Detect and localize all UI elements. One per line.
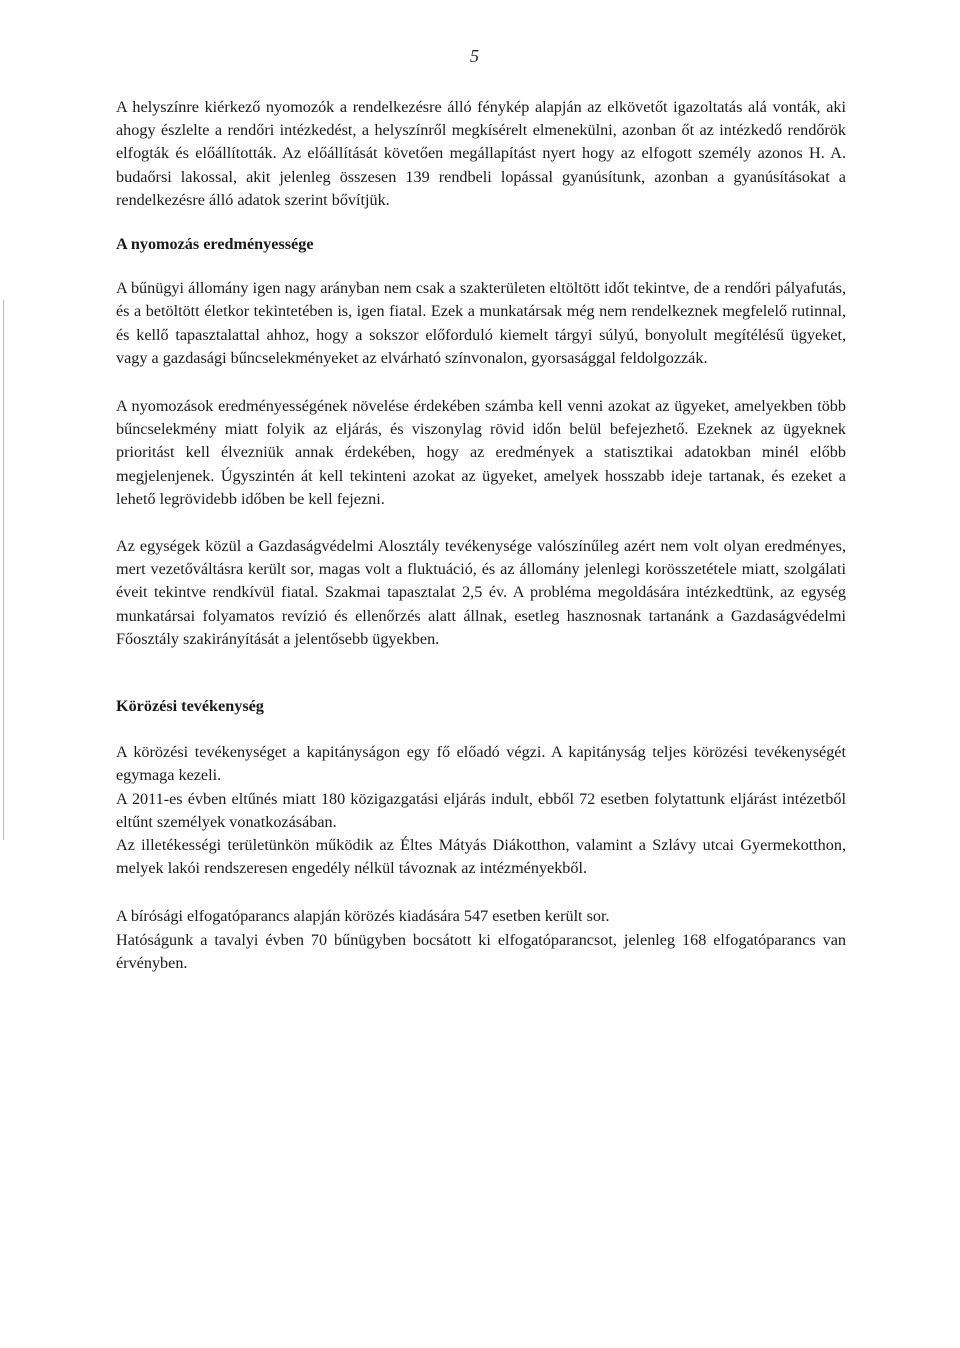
wanted-line-warrants-issued: A bírósági elfogatóparancs alapján körözés kiadására 547 esetben került sor.: [116, 907, 610, 926]
paragraph-staff-age: A bűnügyi állomány igen nagy arányban nem csak a szakterületen eltöltött időt tekintve, de a rendőri pályafutás, és a betöltött életkor tekintetében is, igen fiatal. Ezek a munkatársak még nem rendelkeznek megfelelő rutinnal, és kellő tapasztalattal ahhoz, hogy a sokszor előforduló kiemelt tárgyi súlyú, bonyolult megítélésű ügyeket, vagy a gazdasági bűncselekményeket az elvárható színvonalon, gyorsasággal feldolgozzák.: [116, 279, 846, 367]
paragraph-priorities: A nyomozások eredményességének növelése érdekében számba kell venni azokat az ügyeket, amelyekben több bűncselekmény miatt folyik az eljárás, és viszonylag rövid időn belül befejezhető. Ezeknek az ügyeknek prioritást kell élvezniük annak érdekében, hogy az eredmények a statisztikai adatokban minél előbb megjelenjenek. Úgyszintén át kell tekinteni azokat az ügyeket, amelyek hosszabb ideje tartanak, és ezeket a lehető legrövidebb időben be kell fejezni.: [116, 397, 846, 508]
wanted-block-1: [116, 741, 846, 880]
paragraph-economic-unit: Az egységek közül a Gazdaságvédelmi Alosztály tevékenysége valószínűleg azért nem volt olyan eredményes, mert vezetőváltásra került sor, magas volt a fluktuáció, és az állomány jelenlegi korösszetétele miatt, szolgálati éveit tekintve rendkívül fiatal. Szakmai tapasztalat 2,5 év. A probléma megoldására intézkedtünk, az egység munkatársai folyamatos revízió és ellenőrzés alatt állnak, esetleg hasznosnak tartanánk a Gazdaságvédelmi Főosztály szakirányítását a jelentősebb ügyekben.: [116, 537, 846, 648]
wanted-line-institutions: Az illetékességi területünkön működik az Éltes Mátyás Diákotthon, valamint a Szlávy utcai Gyermekotthon, melyek lakói rendszeresen engedély nélkül távoznak az intézményekből.: [116, 836, 846, 878]
section-heading-wanted: Körözési tevékenység: [116, 697, 264, 716]
document-body: [116, 96, 846, 975]
wanted-line-missing: A 2011-es évben eltűnés miatt 180 közigazgatási eljárás indult, ebből 72 esetben folytattunk eljárást intézetből eltűnt személyek vonatkozásában.: [116, 789, 846, 831]
page-number: 5: [470, 46, 479, 66]
wanted-line-staff: A körözési tevékenységet a kapitányságon egy fő előadó végzi. A kapitányság teljes körözési tevékenységét egymaga kezeli.: [116, 743, 846, 785]
wanted-line-warrants-active: Hatóságunk a tavalyi évben 70 bűnügyben bocsátott ki elfogatóparancsot, jelenleg 168 elfogatóparancs van érvényben.: [116, 930, 846, 972]
section-heading-effectiveness: A nyomozás eredményessége: [116, 235, 314, 254]
wanted-block-2: [116, 905, 846, 975]
intro-paragraph: A helyszínre kiérkező nyomozók a rendelkezésre álló fénykép alapján az elkövetőt igazoltatás alá vonták, aki ahogy észlelte a rendőri intézkedést, a helyszínről megkísérelt elmenekülni, azonban őt az intézkedő rendőrök elfogták és előállították. Az előállítását követően megállapítást nyert hogy az elfogott személy azonos H. A. budaőrsi lakossal, akit jelenleg összesen 139 rendbeli lopással gyanúsítunk, azonban a gyanúsításokat a rendelkezésre álló adatok szerint bővítjük.: [116, 98, 846, 209]
scan-edge-mark: [3, 300, 4, 840]
